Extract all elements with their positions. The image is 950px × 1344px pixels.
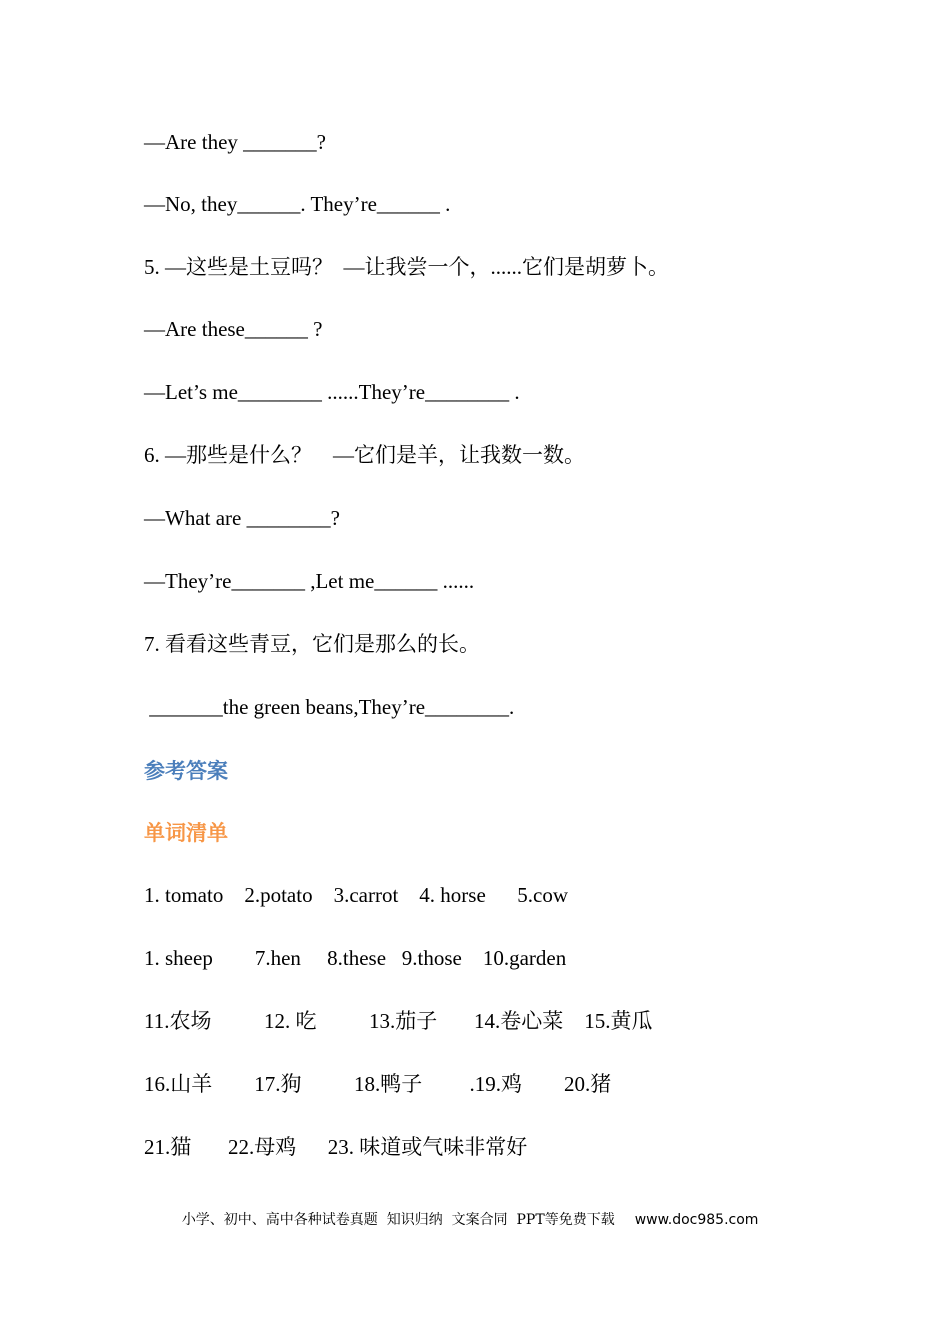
footer-url[interactable]: www.doc985.com <box>634 1212 759 1228</box>
answer-row-3: 11.农场 12. 吃 13.茄子 14.卷心菜 15.黄瓜 <box>144 1009 653 1033</box>
q6-answer-en: —They’re_______ ,Let me______ ...... <box>144 569 475 593</box>
answer-row-4: 16.山羊 17.狗 18.鸭子 .19.鸡 20.猪 <box>144 1072 612 1096</box>
footer-text: 小学、初中、高中各种试卷真题 知识归纳 文案合同 PPT等免费下载 <box>181 1212 615 1228</box>
q7-chinese: 7. 看看这些青豆，它们是那么的长。 <box>144 632 480 656</box>
answer-row-5: 21.猫 22.母鸡 23. 味道或气味非常好 <box>144 1135 528 1159</box>
answer-row-1: 1. tomato 2.potato 3.carrot 4. horse 5.cow <box>144 883 568 907</box>
q4-answer-en: —No, they______. They’re______ . <box>144 192 451 216</box>
q6-question-en: —What are ________? <box>144 506 340 530</box>
q4-question-en: —Are they _______? <box>144 130 326 154</box>
answers-heading: 参考答案 <box>144 759 228 783</box>
answer-row-2: 1. sheep 7.hen 8.these 9.those 10.garden <box>144 946 567 970</box>
word-list-title: 单词清单 <box>144 821 228 845</box>
q6-chinese: 6. —那些是什么？ —它们是羊，让我数一数。 <box>144 443 585 467</box>
q5-chinese: 5. —这些是土豆吗？ —让我尝一个，......它们是胡萝卜。 <box>144 255 669 279</box>
footer <box>164 1190 758 1250</box>
q5-answer-en: —Let’s me________ ......They’re________ . <box>144 380 520 404</box>
q7-english: _______the green beans,They’re________. <box>144 695 515 719</box>
q5-question-en: —Are these______ ? <box>144 317 323 341</box>
